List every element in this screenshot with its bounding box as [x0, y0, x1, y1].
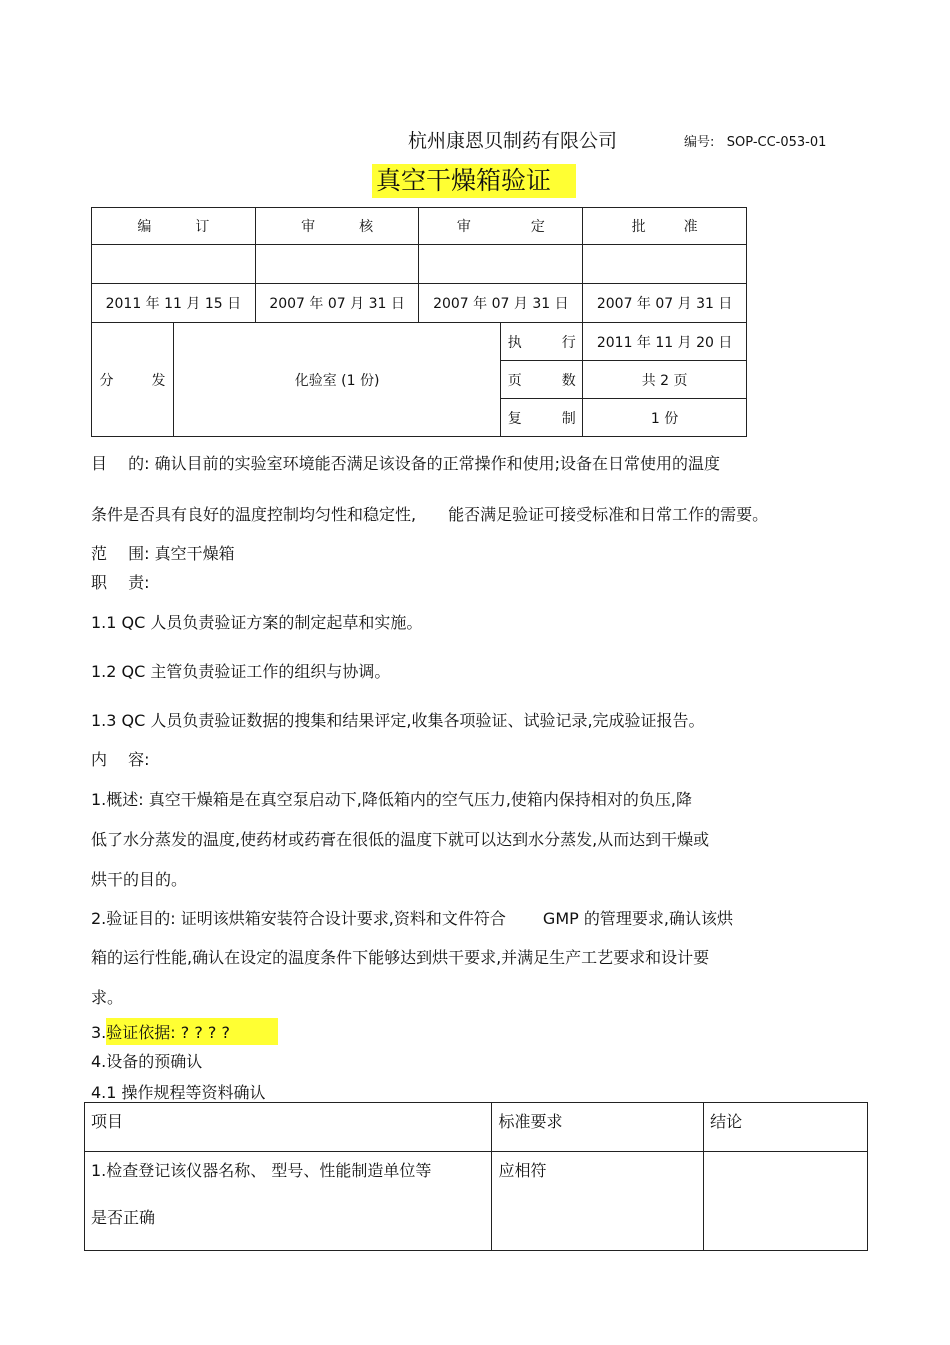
- duty-item-3: 1.3 QC 人员负责验证数据的搜集和结果评定,收集各项验证、试验记录,完成验证报告。: [91, 711, 705, 730]
- header-standard: 标准要求: [492, 1103, 704, 1152]
- overview-line-1: 1.概述: 真空干燥箱是在真空泵启动下,降低箱内的空气压力,使箱内保持相对的负压,降: [91, 790, 693, 809]
- document-confirm-table: [84, 1102, 868, 1251]
- execute-label: 执 行: [501, 323, 583, 361]
- execute-date: 2011 年 11 月 20 日: [583, 323, 747, 361]
- header-result: 结论: [704, 1103, 868, 1152]
- overview-line-2: 低了水分蒸发的温度,使药材或药膏在很低的温度下就可以达到水分蒸发,从而达到干燥或: [91, 830, 710, 849]
- content-heading: 内 容:: [91, 750, 150, 769]
- approval-signature-row: [92, 245, 747, 284]
- document-number: [684, 131, 826, 150]
- document-title: 真空干燥箱验证: [372, 164, 576, 198]
- duty-heading: 职 责:: [91, 573, 150, 592]
- validation-purpose-line-3: 求。: [91, 988, 124, 1007]
- role-approve: 批 准: [583, 208, 747, 245]
- date-review: 2007 年 07 月 31 日: [255, 284, 419, 323]
- validation-basis-text: 验证依据: ? ? ? ?: [106, 1018, 278, 1045]
- signature-review: [255, 245, 419, 284]
- role-compile: 编 订: [92, 208, 256, 245]
- document-number-value: SOP-CC-053-01: [726, 135, 827, 150]
- row-item-line-1: 1.检查登记该仪器名称、 型号、性能制造单位等: [91, 1161, 432, 1180]
- company-name: 杭州康恩贝制药有限公司: [408, 130, 618, 152]
- validation-purpose-line-1: 2.验证目的: 证明该烘箱安装符合设计要求,资料和文件符合 GMP 的管理要求,确认该烘: [91, 909, 733, 928]
- date-verify: 2007 年 07 月 31 日: [419, 284, 583, 323]
- copies-label: 复 制: [501, 399, 583, 437]
- distribution-label: 分 发: [92, 323, 174, 437]
- signature-compile: [92, 245, 256, 284]
- execute-row: [92, 323, 747, 361]
- row-item: [85, 1152, 492, 1251]
- row-standard: 应相符: [492, 1152, 704, 1251]
- header-item: 项目: [85, 1103, 492, 1152]
- duty-item-1: 1.1 QC 人员负责验证方案的制定起草和实施。: [91, 613, 423, 632]
- role-review: 审 核: [255, 208, 419, 245]
- table-row: [85, 1152, 868, 1251]
- approval-dates-row: [92, 284, 747, 323]
- equipment-preconfirm-heading: 4.设备的预确认: [91, 1052, 203, 1071]
- row-item-line-2: 是否正确: [91, 1208, 156, 1227]
- date-compile: 2011 年 11 月 15 日: [92, 284, 256, 323]
- distribution-value: 化验室 (1 份): [173, 323, 500, 437]
- copies-value: 1 份: [583, 399, 747, 437]
- validation-basis-number: 3.: [91, 1023, 107, 1042]
- purpose-line-2: 条件是否具有良好的温度控制均匀性和稳定性, 能否满足验证可接受标准和日常工作的需要。: [91, 505, 769, 524]
- signature-verify: [419, 245, 583, 284]
- role-verify: 审 定: [419, 208, 583, 245]
- document-number-label: 编号:: [684, 135, 715, 150]
- table-header-row: [85, 1103, 868, 1152]
- procedure-confirm-heading: 4.1 操作规程等资料确认: [91, 1083, 266, 1102]
- pages-value: 共 2 页: [583, 361, 747, 399]
- date-approve: 2007 年 07 月 31 日: [583, 284, 747, 323]
- overview-line-3: 烘干的目的。: [91, 870, 188, 889]
- signature-approve: [583, 245, 747, 284]
- validation-basis-line: [91, 1018, 278, 1045]
- approval-table: [91, 207, 747, 437]
- validation-purpose-line-2: 箱的运行性能,确认在设定的温度条件下能够达到烘干要求,并满足生产工艺要求和设计要: [91, 948, 710, 967]
- pages-label: 页 数: [501, 361, 583, 399]
- row-result: [704, 1152, 868, 1251]
- scope-line: 范 围: 真空干燥箱: [91, 544, 235, 563]
- duty-item-2: 1.2 QC 主管负责验证工作的组织与协调。: [91, 662, 391, 681]
- purpose-line-1: 目 的: 确认目前的实验室环境能否满足该设备的正常操作和使用;设备在日常使用的温度: [91, 454, 720, 473]
- approval-roles-row: [92, 208, 747, 245]
